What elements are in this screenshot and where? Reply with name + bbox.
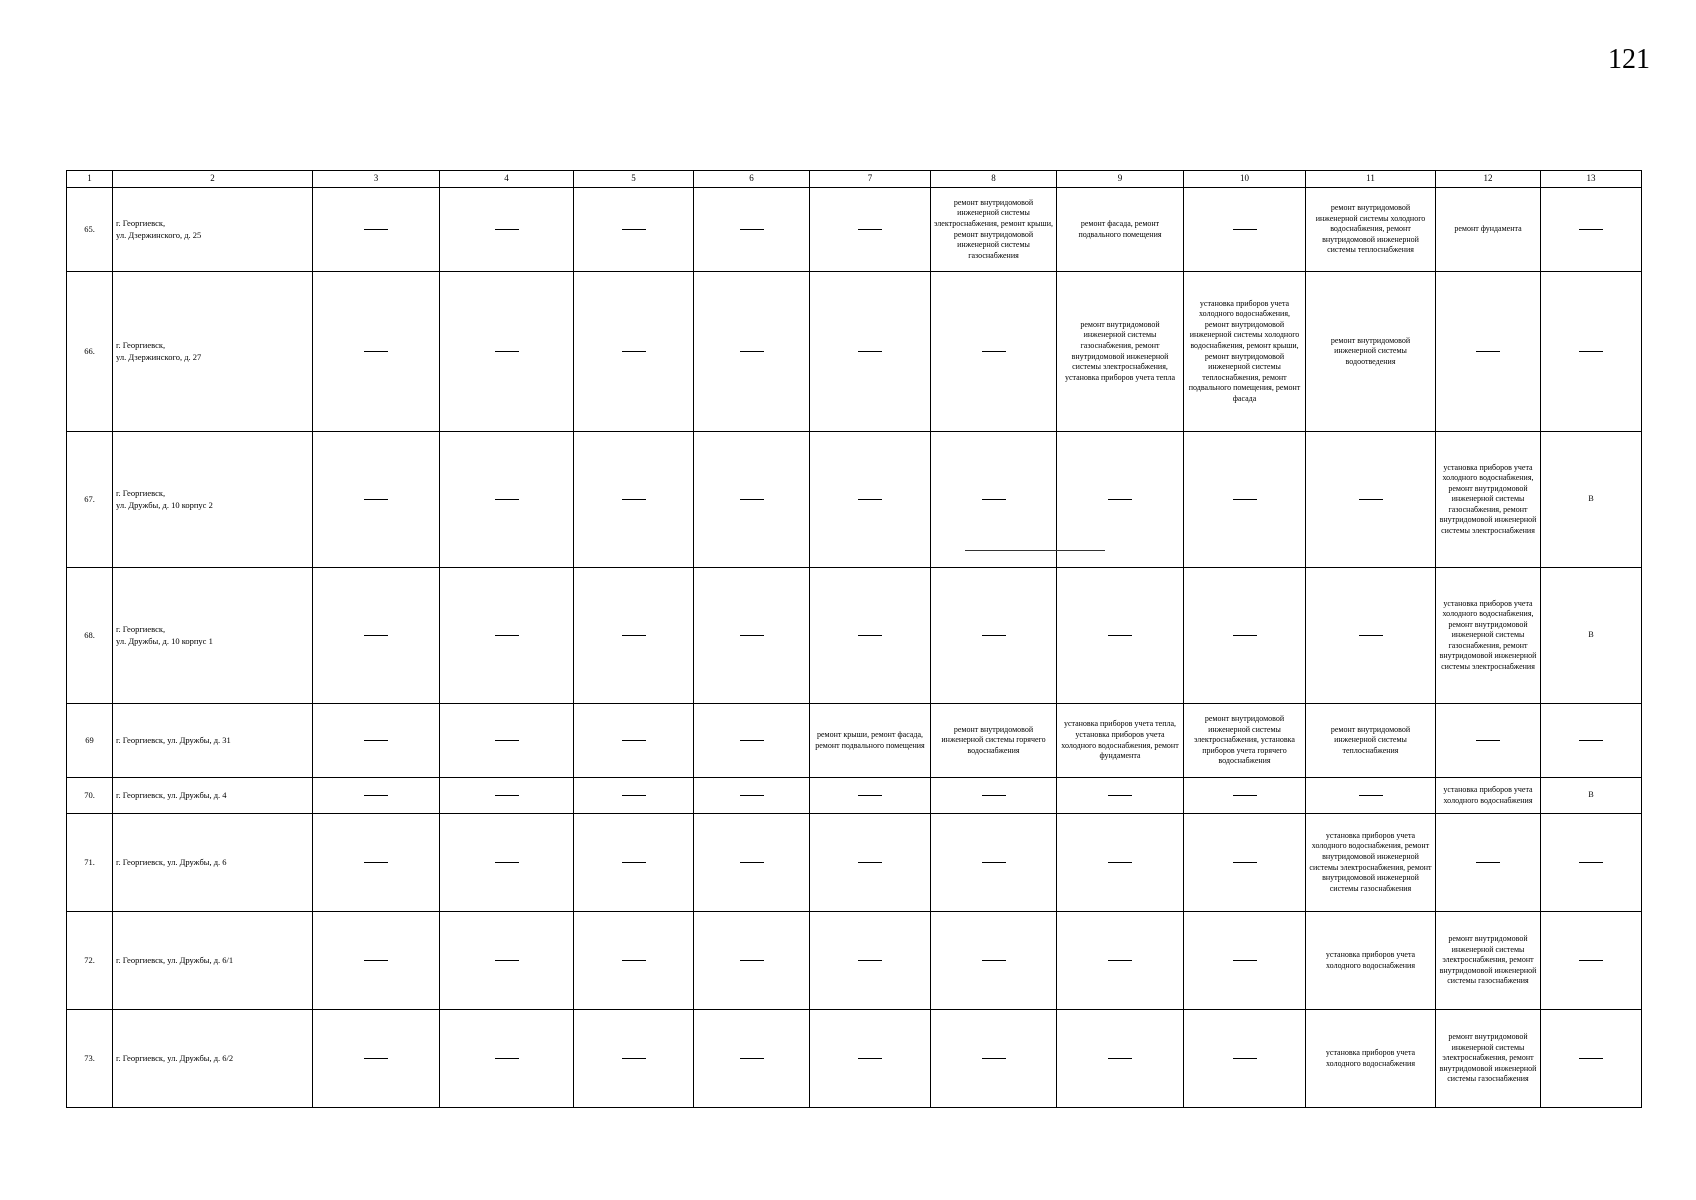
table-cell: ремонт внутридомовой инженерной системы водоотведения [1306,272,1436,432]
table-cell [694,704,810,778]
table-cell [1541,814,1642,912]
row-number: 69 [67,704,113,778]
column-number: 2 [113,171,313,188]
table-cell: установка приборов учета холодного водоснабжения [1306,912,1436,1010]
table-cell: ремонт внутридомовой инженерной системы газоснабжения, ремонт внутридомовой инженерной системы электроснабжения, установка приборов учета тепла [1057,272,1184,432]
table-cell: В [1541,568,1642,704]
table-cell: ремонт крыши, ремонт фасада, ремонт подвального помещения [810,704,931,778]
column-number: 7 [810,171,931,188]
dash-mark [858,960,882,961]
dash-mark [364,229,388,230]
dash-mark [495,862,519,863]
dash-mark [622,795,646,796]
table-cell: ремонт фасада, ремонт подвального помещения [1057,188,1184,272]
dash-mark [740,351,764,352]
dash-mark [982,635,1006,636]
dash-mark [364,960,388,961]
table-cell [440,568,574,704]
dash-mark [495,499,519,500]
table-cell [313,1010,440,1108]
table-cell [694,188,810,272]
table-cell [931,432,1057,568]
dash-mark [740,229,764,230]
table-cell: ремонт внутридомовой инженерной системы электроснабжения, ремонт внутридомовой инженерной системы газоснабжения [1436,912,1541,1010]
dash-mark [622,229,646,230]
table-cell [694,568,810,704]
column-number: 6 [694,171,810,188]
table-cell: установка приборов учета холодного водоснабжения, ремонт внутридомовой инженерной системы газоснабжения, ремонт внутридомовой инженерной системы электроснабжения [1436,568,1541,704]
table-row [67,1010,1642,1108]
table-cell: установка приборов учета холодного водоснабжения, ремонт внутридомовой инженерной системы холодного водоснабжения, ремонт крыши, ремонт внутридомовой инженерной системы теплоснабжения, ремонт подвального помещения, ремонт фасада [1184,272,1306,432]
dash-mark [364,1058,388,1059]
address-cell: г. Георгиевск, ул. Дзержинского, д. 27 [113,272,313,432]
table-row [67,778,1642,814]
table-cell: установка приборов учета холодного водоснабжения [1306,1010,1436,1108]
column-number: 11 [1306,171,1436,188]
table-cell: установка приборов учета холодного водоснабжения, ремонт внутридомовой инженерной системы газоснабжения, ремонт внутридомовой инженерной системы электроснабжения [1436,432,1541,568]
table-cell [313,778,440,814]
dash-mark [1579,1058,1603,1059]
dash-mark [622,635,646,636]
dash-mark [858,1058,882,1059]
dash-mark [982,795,1006,796]
table-cell [1436,272,1541,432]
dash-mark [1579,960,1603,961]
dash-mark [1579,351,1603,352]
table-cell [440,704,574,778]
column-number: 10 [1184,171,1306,188]
address-cell: г. Георгиевск, ул. Дружбы, д. 6 [113,814,313,912]
row-number: 72. [67,912,113,1010]
table-cell: ремонт фундамента [1436,188,1541,272]
dash-mark [1233,635,1257,636]
row-number: 70. [67,778,113,814]
table-cell [574,912,694,1010]
table-cell [931,272,1057,432]
row-number: 73. [67,1010,113,1108]
table-cell [810,272,931,432]
table-cell [931,568,1057,704]
column-number: 1 [67,171,113,188]
dash-mark [1579,862,1603,863]
dash-mark [1108,960,1132,961]
table-cell [1057,432,1184,568]
dash-mark [1108,795,1132,796]
table-cell: ремонт внутридомовой инженерной системы электроснабжения, ремонт крыши, ремонт внутридомовой инженерной системы газоснабжения [931,188,1057,272]
table-cell [1436,814,1541,912]
dash-mark [495,229,519,230]
table-cell [1184,912,1306,1010]
table-cell [1306,432,1436,568]
dash-mark [622,499,646,500]
table-row [67,912,1642,1010]
table-cell [810,1010,931,1108]
table-row [67,272,1642,432]
dash-mark [858,499,882,500]
address-cell: г. Георгиевск, ул. Дружбы, д. 31 [113,704,313,778]
table-cell [694,778,810,814]
table-row [67,704,1642,778]
dash-mark [1579,229,1603,230]
dash-mark [364,795,388,796]
dash-mark [740,862,764,863]
table-cell [1184,432,1306,568]
table-cell [1184,778,1306,814]
table-cell [1541,704,1642,778]
table-cell [440,432,574,568]
dash-mark [1233,862,1257,863]
table-cell: ремонт внутридомовой инженерной системы горячего водоснабжения [931,704,1057,778]
table-cell [1541,272,1642,432]
dash-mark [364,862,388,863]
dash-mark [364,740,388,741]
table-cell [1057,912,1184,1010]
dash-mark [858,351,882,352]
column-number: 13 [1541,171,1642,188]
dash-mark [982,351,1006,352]
dash-mark [622,740,646,741]
table-row [67,568,1642,704]
dash-mark [858,229,882,230]
table-cell [1541,188,1642,272]
column-number: 3 [313,171,440,188]
table-cell: В [1541,432,1642,568]
dash-mark [622,1058,646,1059]
dash-mark [1359,795,1383,796]
table-cell [1541,1010,1642,1108]
table-body [67,171,1642,1108]
row-number: 67. [67,432,113,568]
table-cell [1184,1010,1306,1108]
dash-mark [1233,229,1257,230]
row-number: 71. [67,814,113,912]
dash-mark [1359,635,1383,636]
table-cell: ремонт внутридомовой инженерной системы электроснабжения, установка приборов учета горячего водоснабжения [1184,704,1306,778]
dash-mark [1108,862,1132,863]
address-cell: г. Георгиевск, ул. Дружбы, д. 4 [113,778,313,814]
table-cell [810,814,931,912]
table-cell: В [1541,778,1642,814]
table-cell [1306,568,1436,704]
dash-mark [1233,960,1257,961]
dash-mark [1233,795,1257,796]
table-cell [313,704,440,778]
table-cell [810,568,931,704]
table-cell [574,188,694,272]
dash-mark [622,960,646,961]
dash-mark [740,499,764,500]
dash-mark [1476,862,1500,863]
column-number: 4 [440,171,574,188]
table-cell [1057,814,1184,912]
dash-mark [1108,1058,1132,1059]
table-cell [1184,568,1306,704]
table-cell [574,272,694,432]
table-cell [810,778,931,814]
table-cell [313,912,440,1010]
dash-mark [982,862,1006,863]
table-cell [1057,1010,1184,1108]
table-cell: установка приборов учета холодного водоснабжения, ремонт внутридомовой инженерной системы электроснабжения, ремонт внутридомовой инженерной системы газоснабжения [1306,814,1436,912]
dash-mark [982,960,1006,961]
dash-mark [495,1058,519,1059]
table-cell [440,778,574,814]
table-cell [810,912,931,1010]
table-cell: ремонт внутридомовой инженерной системы электроснабжения, ремонт внутридомовой инженерной системы газоснабжения [1436,1010,1541,1108]
table-cell [313,814,440,912]
dash-mark [982,499,1006,500]
table-cell [313,568,440,704]
table-row [67,432,1642,568]
table-cell [440,1010,574,1108]
dash-mark [364,635,388,636]
row-number: 65. [67,188,113,272]
table-cell [1184,188,1306,272]
table-cell [440,272,574,432]
dash-mark [364,351,388,352]
column-number: 12 [1436,171,1541,188]
address-cell: г. Георгиевск, ул. Дружбы, д. 6/1 [113,912,313,1010]
table-cell [574,814,694,912]
row-number: 68. [67,568,113,704]
table-cell [1184,814,1306,912]
dash-mark [1359,499,1383,500]
table-cell [1057,778,1184,814]
table-cell [574,568,694,704]
dash-mark [740,960,764,961]
dash-mark [982,1058,1006,1059]
table-cell [694,272,810,432]
dash-mark [495,960,519,961]
table-cell [1057,568,1184,704]
table-cell [313,188,440,272]
dash-mark [740,740,764,741]
address-cell: г. Георгиевск, ул. Дзержинского, д. 25 [113,188,313,272]
table-cell [931,814,1057,912]
table-cell [440,814,574,912]
table-cell: ремонт внутридомовой инженерной системы теплоснабжения [1306,704,1436,778]
table-cell [810,188,931,272]
table-cell [313,272,440,432]
table-cell [574,1010,694,1108]
dash-mark [858,862,882,863]
address-cell: г. Георгиевск, ул. Дружбы, д. 10 корпус 1 [113,568,313,704]
table-cell [574,432,694,568]
dash-mark [495,740,519,741]
dash-mark [495,795,519,796]
table-cell [1541,912,1642,1010]
column-number: 8 [931,171,1057,188]
table-row [67,814,1642,912]
dash-mark [1108,635,1132,636]
page-number: 121 [1608,44,1650,75]
table-cell [694,912,810,1010]
dash-mark [1579,740,1603,741]
dash-mark [740,795,764,796]
repair-schedule-table [66,170,1642,1108]
dash-mark [364,499,388,500]
table-row [67,188,1642,272]
dash-mark [740,1058,764,1059]
table-cell: ремонт внутридомовой инженерной системы холодного водоснабжения, ремонт внутридомовой инженерной системы теплоснабжения [1306,188,1436,272]
table-cell [313,432,440,568]
table-cell [694,1010,810,1108]
dash-mark [495,635,519,636]
table-cell: установка приборов учета тепла, установка приборов учета холодного водоснабжения, ремонт фундамента [1057,704,1184,778]
address-cell: г. Георгиевск, ул. Дружбы, д. 10 корпус 2 [113,432,313,568]
table-cell: установка приборов учета холодного водоснабжения [1436,778,1541,814]
table-cell [1436,704,1541,778]
dash-mark [1476,740,1500,741]
row-number: 66. [67,272,113,432]
table-cell [694,814,810,912]
stray-pen-line [965,550,1105,551]
dash-mark [622,862,646,863]
dash-mark [1108,499,1132,500]
dash-mark [740,635,764,636]
column-number: 5 [574,171,694,188]
column-number-row [67,171,1642,188]
table-cell [931,778,1057,814]
column-number: 9 [1057,171,1184,188]
dash-mark [495,351,519,352]
table-cell [440,188,574,272]
dash-mark [858,795,882,796]
dash-mark [622,351,646,352]
dash-mark [1233,499,1257,500]
table-cell [574,778,694,814]
table-cell [931,912,1057,1010]
table-cell [574,704,694,778]
table-cell [810,432,931,568]
table-cell [694,432,810,568]
dash-mark [1233,1058,1257,1059]
table-cell [440,912,574,1010]
dash-mark [858,635,882,636]
dash-mark [1476,351,1500,352]
table-cell [1306,778,1436,814]
table-cell [931,1010,1057,1108]
address-cell: г. Георгиевск, ул. Дружбы, д. 6/2 [113,1010,313,1108]
